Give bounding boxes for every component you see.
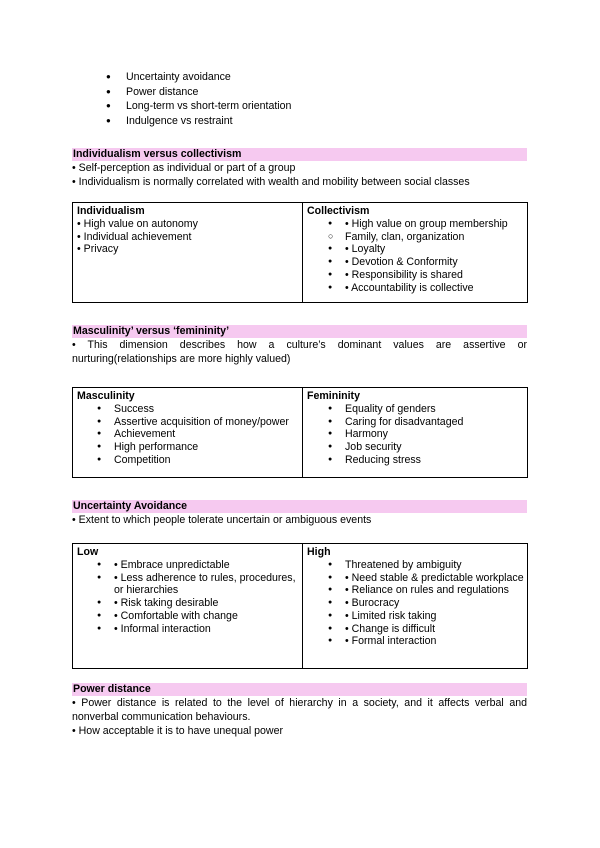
list-item: ● • Reliance on rules and regulations <box>307 584 524 597</box>
list-item: ● • Change is difficult <box>307 623 524 636</box>
section-heading-uncertainty: Uncertainty Avoidance <box>72 500 527 513</box>
list-item: ● • Loyalty <box>307 243 524 256</box>
high-list <box>307 559 524 648</box>
list-item: ● • Formal interaction <box>307 635 524 648</box>
list-item: ● • Comfortable with change <box>77 610 299 623</box>
column-title: Individualism <box>77 205 145 217</box>
list-item: ● Success <box>77 403 299 416</box>
masculinity-table <box>72 387 528 478</box>
list-item: ● • Accountability is collective <box>307 282 524 295</box>
list-item: ● Power distance <box>106 85 527 100</box>
column-title: Masculinity <box>77 390 135 402</box>
cell-line: • Individual achievement <box>77 230 192 243</box>
paragraph-line: • Self-perception as individual or part of a group <box>72 162 296 174</box>
column-title: High <box>307 546 331 558</box>
column-title: Low <box>77 546 99 558</box>
list-item: ● • Responsibility is shared <box>307 269 524 282</box>
list-item: ● Job security <box>307 441 524 454</box>
list-item: ● Long-term vs short-term orientation <box>106 99 527 114</box>
femininity-list <box>307 403 524 467</box>
paragraph-line: • This dimension describes how a culture’s dominant values are assertive or nurturing(relationships are more highly valued) <box>72 339 527 365</box>
dimensions-list <box>72 70 527 128</box>
paragraph-line: • Individualism is normally correlated with wealth and mobility between social classes <box>72 176 470 188</box>
list-item: ● • Less adherence to rules, procedures, or hierarchies <box>77 572 299 597</box>
sub-list-item: ○ Family, clan, organization <box>307 231 524 244</box>
list-item: ● • Informal interaction <box>77 623 299 636</box>
list-item: ● • Devotion & Conformity <box>307 256 524 269</box>
column-title: Collectivism <box>307 205 370 217</box>
list-item: ● • Risk taking desirable <box>77 597 299 610</box>
list-item: ● Indulgence vs restraint <box>106 114 527 129</box>
section-heading-power-distance: Power distance <box>72 683 527 696</box>
list-item: ● • Burocracy <box>307 597 524 610</box>
paragraph-line: • Power distance is related to the level of hierarchy in a society, and it affects verbal and nonverbal communication behaviours. <box>72 697 527 723</box>
paragraph-line: • Extent to which people tolerate uncertain or ambiguous events <box>72 514 372 526</box>
low-list <box>77 559 299 635</box>
list-item: ● Assertive acquisition of money/power <box>77 416 299 429</box>
list-item: ● • Need stable & predictable workplace <box>307 572 524 585</box>
list-item: ● Equality of genders <box>307 403 524 416</box>
list-item: ● Harmony <box>307 428 524 441</box>
individualism-cell <box>73 203 303 303</box>
high-cell <box>303 544 528 669</box>
collectivism-list <box>307 218 524 294</box>
individualism-table <box>72 202 528 303</box>
list-item: ● Caring for disadvantaged <box>307 416 524 429</box>
section-heading-masculinity: Masculinity’ versus ‘femininity’ <box>72 325 527 338</box>
list-item: ● Competition <box>77 454 299 467</box>
cell-line: • High value on autonomy <box>77 218 198 230</box>
masculinity-list <box>77 403 299 467</box>
section-heading-individualism: Individualism versus collectivism <box>72 148 527 161</box>
list-item: ● • Limited risk taking <box>307 610 524 623</box>
cell-line: • Privacy <box>77 243 119 256</box>
list-item: ● • High value on group membership <box>307 218 524 231</box>
list-item: ● High performance <box>77 441 299 454</box>
list-item: ● Achievement <box>77 428 299 441</box>
paragraph-line: • How acceptable it is to have unequal power <box>72 725 284 737</box>
column-title: Femininity <box>307 390 360 402</box>
document-page <box>72 70 527 738</box>
masculinity-cell <box>73 388 303 478</box>
uncertainty-table <box>72 543 528 669</box>
collectivism-cell <box>303 203 528 303</box>
list-item: ● Uncertainty avoidance <box>106 70 527 85</box>
list-item: ● Reducing stress <box>307 454 524 467</box>
list-item: ● Threatened by ambiguity <box>307 559 524 572</box>
femininity-cell <box>303 388 528 478</box>
low-cell <box>73 544 303 669</box>
list-item: ● • Embrace unpredictable <box>77 559 299 572</box>
